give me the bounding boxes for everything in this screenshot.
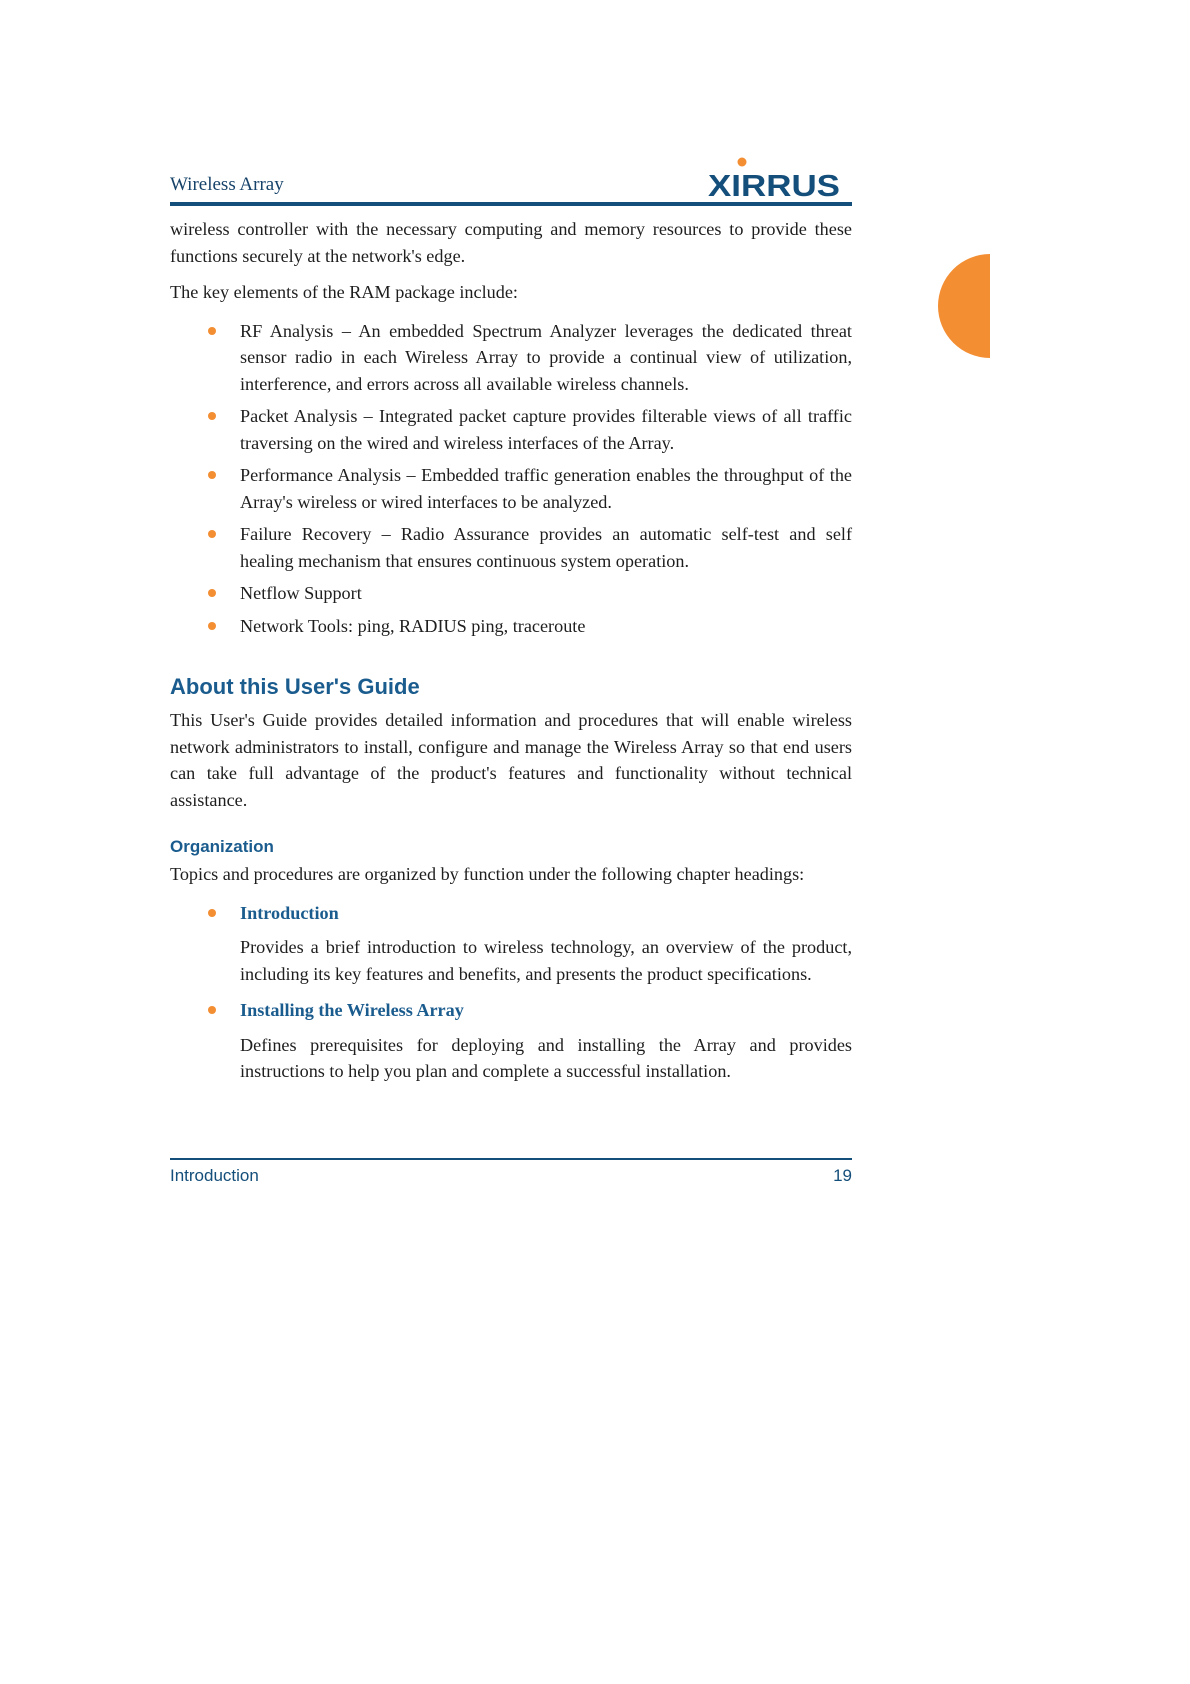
chapter-item <box>170 997 852 1085</box>
list-item: Network Tools: ping, RADIUS ping, traceroute <box>170 613 852 640</box>
about-heading: About this User's Guide <box>170 674 420 699</box>
list-item: RF Analysis – An embedded Spectrum Analyzer leverages the dedicated threat sensor radio in each Wireless Array to provide a continual view of utilization, interference, and errors across all available wireless channels. <box>170 318 852 398</box>
page-footer <box>170 1158 852 1185</box>
chapter-item <box>170 900 852 988</box>
feature-list <box>170 318 852 640</box>
page-content <box>170 216 852 1095</box>
chapter-description: Provides a brief introduction to wireless technology, an overview of the product, including its key features and benefits, and presents the product specifications. <box>240 937 852 984</box>
svg-text:XIRRUS: XIRRUS <box>708 168 840 200</box>
organization-paragraph: Topics and procedures are organized by function under the following chapter headings: <box>170 864 805 884</box>
chapter-title: Introduction <box>240 902 339 923</box>
intro-paragraph: wireless controller with the necessary computing and memory resources to provide these functions securely at the network's edge. <box>170 219 852 266</box>
list-item: Packet Analysis – Integrated packet capture provides filterable views of all traffic traversing on the wired and wireless interfaces of the Array. <box>170 403 852 456</box>
chapter-title: Installing the Wireless Array <box>240 1000 464 1020</box>
about-paragraph: This User's Guide provides detailed information and procedures that will enable wireless network administrators to install, configure and manage the Wireless Array so that end users can take full advantage of the product's features and functionality without technical assistance. <box>170 710 852 810</box>
chapter-tab-marker <box>938 254 990 358</box>
header-rule <box>170 202 852 206</box>
header-title: Wireless Array <box>170 174 284 195</box>
footer-section-label: Introduction <box>170 1166 259 1185</box>
list-item: Failure Recovery – Radio Assurance provides an automatic self-test and self healing mechanism that ensures continuous system operation. <box>170 521 852 574</box>
chapter-description: Defines prerequisites for deploying and installing the Array and provides instructions to help you plan and complete a successful installation. <box>240 1034 852 1081</box>
footer-rule <box>170 1158 852 1160</box>
page-header <box>170 150 852 206</box>
organization-heading: Organization <box>170 837 274 856</box>
intro-lead-in: The key elements of the RAM package include: <box>170 282 518 302</box>
chapter-list <box>170 900 852 1085</box>
list-item: Performance Analysis – Embedded traffic generation enables the throughput of the Array's wireless or wired interfaces to be analyzed. <box>170 462 852 515</box>
page-number: 19 <box>833 1166 852 1185</box>
xirrus-logo <box>708 156 848 200</box>
list-item: Netflow Support <box>170 580 852 607</box>
